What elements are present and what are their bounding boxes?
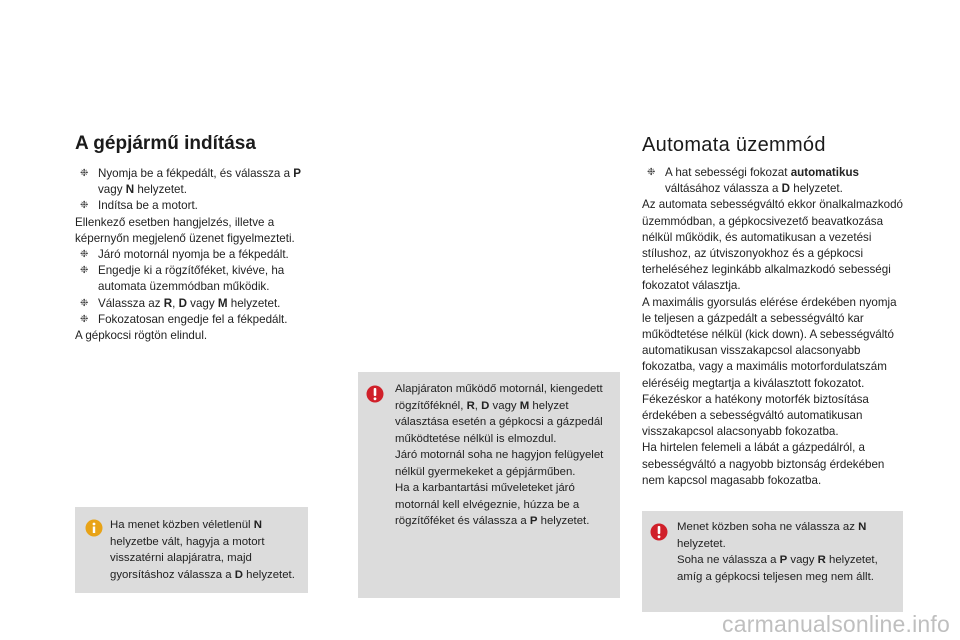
bullet-marker-icon: ❉ [80, 313, 89, 325]
bullet-item: ❉ Válassza az R, D vagy M helyzetet. [75, 296, 315, 312]
bullet-marker-icon: ❉ [80, 168, 89, 179]
warning-icon [366, 385, 384, 403]
bullet-marker-icon: ❉ [80, 249, 89, 261]
bullet-item: ❉ Járó motornál nyomja be a fékpedált. [75, 247, 315, 263]
left-instructions [75, 166, 315, 344]
right-warning-box [642, 511, 903, 612]
right-warning-text: Menet közben soha ne válassza az N helyzetet. Soha ne válassza a P vagy R helyzetet, amíg a gépkocsi teljesen meg nem állt. [677, 521, 878, 583]
bullet-marker-icon: ❉ [80, 200, 89, 212]
middle-warning-text: Alapjáraton működő motornál, kiengedett rögzítőféknél, R, D vagy M helyzet választása esetén a gépkocsi a gázpedál működtetése nélkül is elmozdul. Járó motornál soha ne hagyjon felügyelet nélkül gyermekeket a gépjárműben. Ha a karbantartási műveleteket járó motornál kell elvégeznie, húzza be a rögzítőféket és válassza a P helyzetet. [395, 383, 604, 527]
paragraph: Ha hirtelen felemeli a lábát a gázpedálról, a sebességváltó a nagyobb biztonság érdekében nem kapcsol magasabb fokozatba. [642, 441, 885, 487]
right-description [642, 165, 904, 489]
bullet-item: ❉ Engedje ki a rögzítőféket, kivéve, ha automata üzemmódban működik. [80, 264, 285, 294]
paragraph: Ellenkező esetben hangjelzés, illetve a képernyőn megjelenő üzenet figyelmezteti. [75, 215, 295, 245]
bullet-marker-icon: ❉ [80, 297, 89, 309]
right-section-title: Automata üzemmód [642, 134, 826, 156]
info-icon [85, 519, 103, 537]
bullet-marker-icon: ❉ [647, 167, 656, 178]
warning-icon [650, 523, 668, 541]
bullet-item: ❉ Nyomja be a fékpedált, és válassza a P vagy N helyzetet. [80, 167, 301, 197]
info-box [75, 507, 308, 593]
bullet-marker-icon: ❉ [80, 265, 89, 277]
bullet-item: ❉ Indítsa be a motort. [75, 198, 315, 214]
paragraph: A gépkocsi rögtön elindul. [75, 329, 208, 343]
bullet-item: ❉ A hat sebességi fokozat automatikus váltásához válassza a D helyzetet. [647, 166, 859, 196]
info-box-text: Ha menet közben véletlenül N helyzetbe vált, hagyja a motort visszatérni alapjáratra, majd gyorsításhoz válassza a D helyzetet. [110, 519, 295, 581]
left-section-title: A gépjármű indítása [75, 133, 256, 154]
watermark: carmanualsonline.info [722, 611, 950, 637]
paragraph: A maximális gyorsulás elérése érdekében nyomja le teljesen a gázpedált a sebességváltó kar működtetése nélkül (kick down). A sebességváltó automatikusan visszakapcsol alacsonyabb fokozatba, vagy a maximális motorfordulatszám eléréséig megtartja a kiválasztott fokozatot. [642, 295, 897, 390]
middle-warning-box [358, 372, 620, 598]
paragraph: Az automata sebességváltó ekkor önalkalmazkodó üzemmódban, a gépkocsivezető beavatkozása nélkül működik, és automatikusan a vezetési stílushoz, az útviszonyokhoz és a gépkocsi terheléséhez leginkább alkalmazkodó sebességi fokozatot választja. [642, 198, 904, 293]
paragraph: Fékezéskor a hatékony motorfék biztosítása érdekében a sebességváltó automatikusan visszakapcsol alacsonyabb fokozatba. [642, 392, 869, 439]
bullet-item: ❉ Fokozatosan engedje fel a fékpedált. [75, 312, 315, 328]
